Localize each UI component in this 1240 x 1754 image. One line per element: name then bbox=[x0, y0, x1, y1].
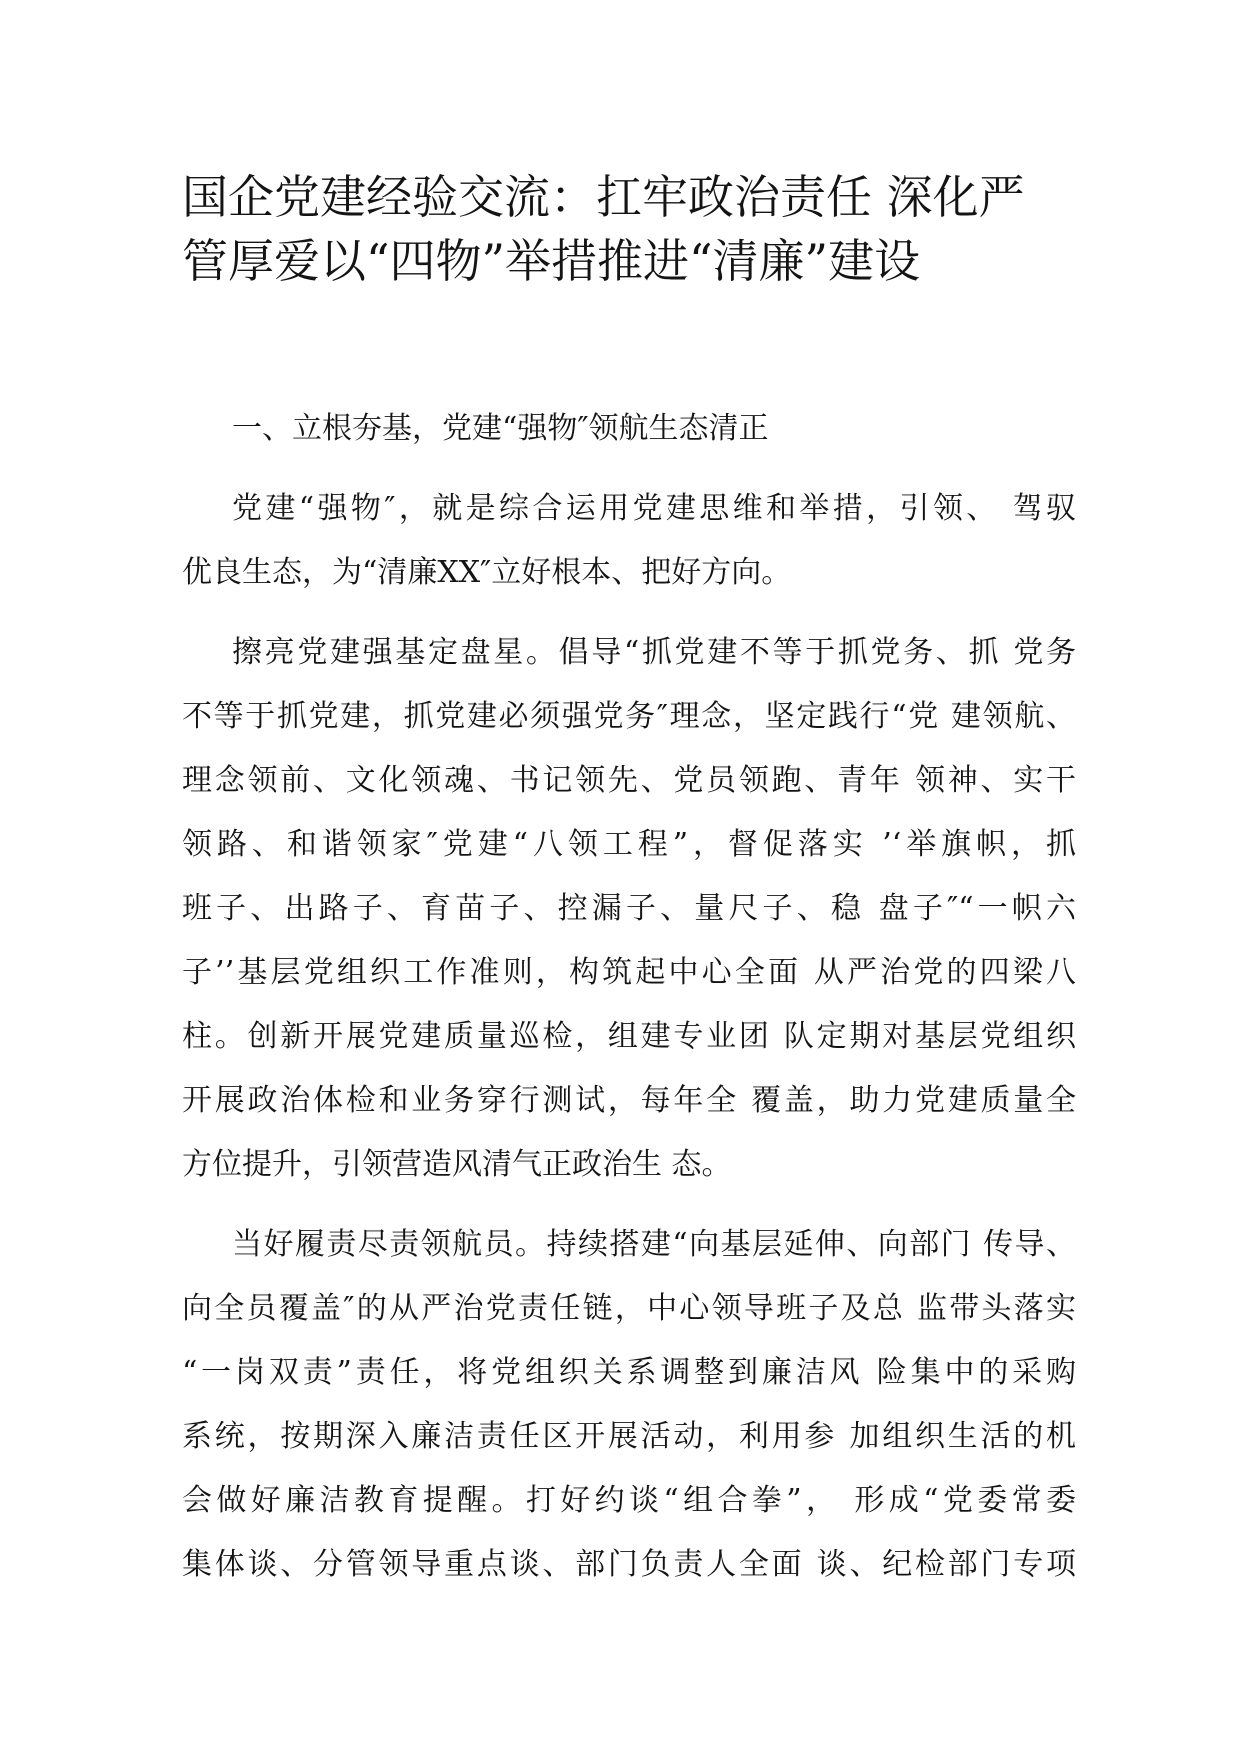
paragraph-line: 优良生态，为“清廉XX″立好根本、把好方向。 bbox=[182, 555, 792, 590]
paragraph-line: 柱。创新开展党建质量巡检，组建专业团 队定期对基层党组织 bbox=[182, 1019, 1076, 1054]
paragraph-line: 子’’基层党组织工作准则，构筑起中心全面 从严治党的四梁八 bbox=[182, 955, 1076, 990]
paragraph-line: 党建“强物″，就是综合运用党建思维和举措，引领、 驾驭 bbox=[232, 491, 1076, 526]
paragraph-line: 理念领前、文化领魂、书记领先、党员领跑、青年 领神、实干 bbox=[182, 763, 1076, 798]
paragraph-line: 会做好廉洁教育提醒。打好约谈“组合拳”， 形成“党委常委 bbox=[182, 1483, 1076, 1518]
paragraph-line: “一岗双责”责任，将党组织关系调整到廉洁风 险集中的采购 bbox=[182, 1355, 1076, 1390]
paragraph-line: 方位提升，引领营造风清气正政治生 态。 bbox=[182, 1147, 732, 1182]
paragraph-line: 当好履责尽责领航员。持续搭建“向基层延伸、向部门 传导、 bbox=[232, 1227, 1076, 1262]
title-line: 管厚爱以“四物”举措推进“清廉”建设 bbox=[182, 234, 921, 288]
paragraph-line: 开展政治体检和业务穿行测试，每年全 覆盖，助力党建质量全 bbox=[182, 1083, 1076, 1118]
paragraph-line: 不等于抓党建，抓党建必须强党务″理念，坚定践行“党 建领航、 bbox=[182, 699, 1076, 734]
title-line: 国企党建经验交流：扛牢政治责任 深化严 bbox=[182, 170, 1025, 224]
paragraph bbox=[182, 477, 1076, 605]
paragraph-line: 班子、出路子、育苗子、控漏子、量尺子、稳 盘子″“一帜六 bbox=[182, 891, 1076, 926]
section-heading-block bbox=[182, 397, 1076, 461]
paragraph-line: 向全员覆盖″的从严治党责任链，中心领导班子及总 监带头落实 bbox=[182, 1291, 1076, 1326]
paragraph-line: 擦亮党建强基定盘星。倡导“抓党建不等于抓党务、抓 党务 bbox=[232, 635, 1076, 670]
paragraph-line: 集体谈、分管领导重点谈、部门负责人全面 谈、纪检部门专项 bbox=[182, 1547, 1076, 1582]
paragraph bbox=[182, 1213, 1076, 1597]
paragraph-line: 系统，按期深入廉洁责任区开展活动，利用参 加组织生活的机 bbox=[182, 1419, 1076, 1454]
paragraph-line: 领路、和谐领家″党建“八领工程”，督促落实 ’‘举旗帜，抓 bbox=[182, 827, 1076, 862]
section-heading: 一、立根夯基，党建“强物″领航生态清正 bbox=[232, 411, 769, 446]
document-body bbox=[182, 397, 1076, 1613]
document-title bbox=[182, 165, 1076, 293]
paragraph bbox=[182, 621, 1076, 1197]
